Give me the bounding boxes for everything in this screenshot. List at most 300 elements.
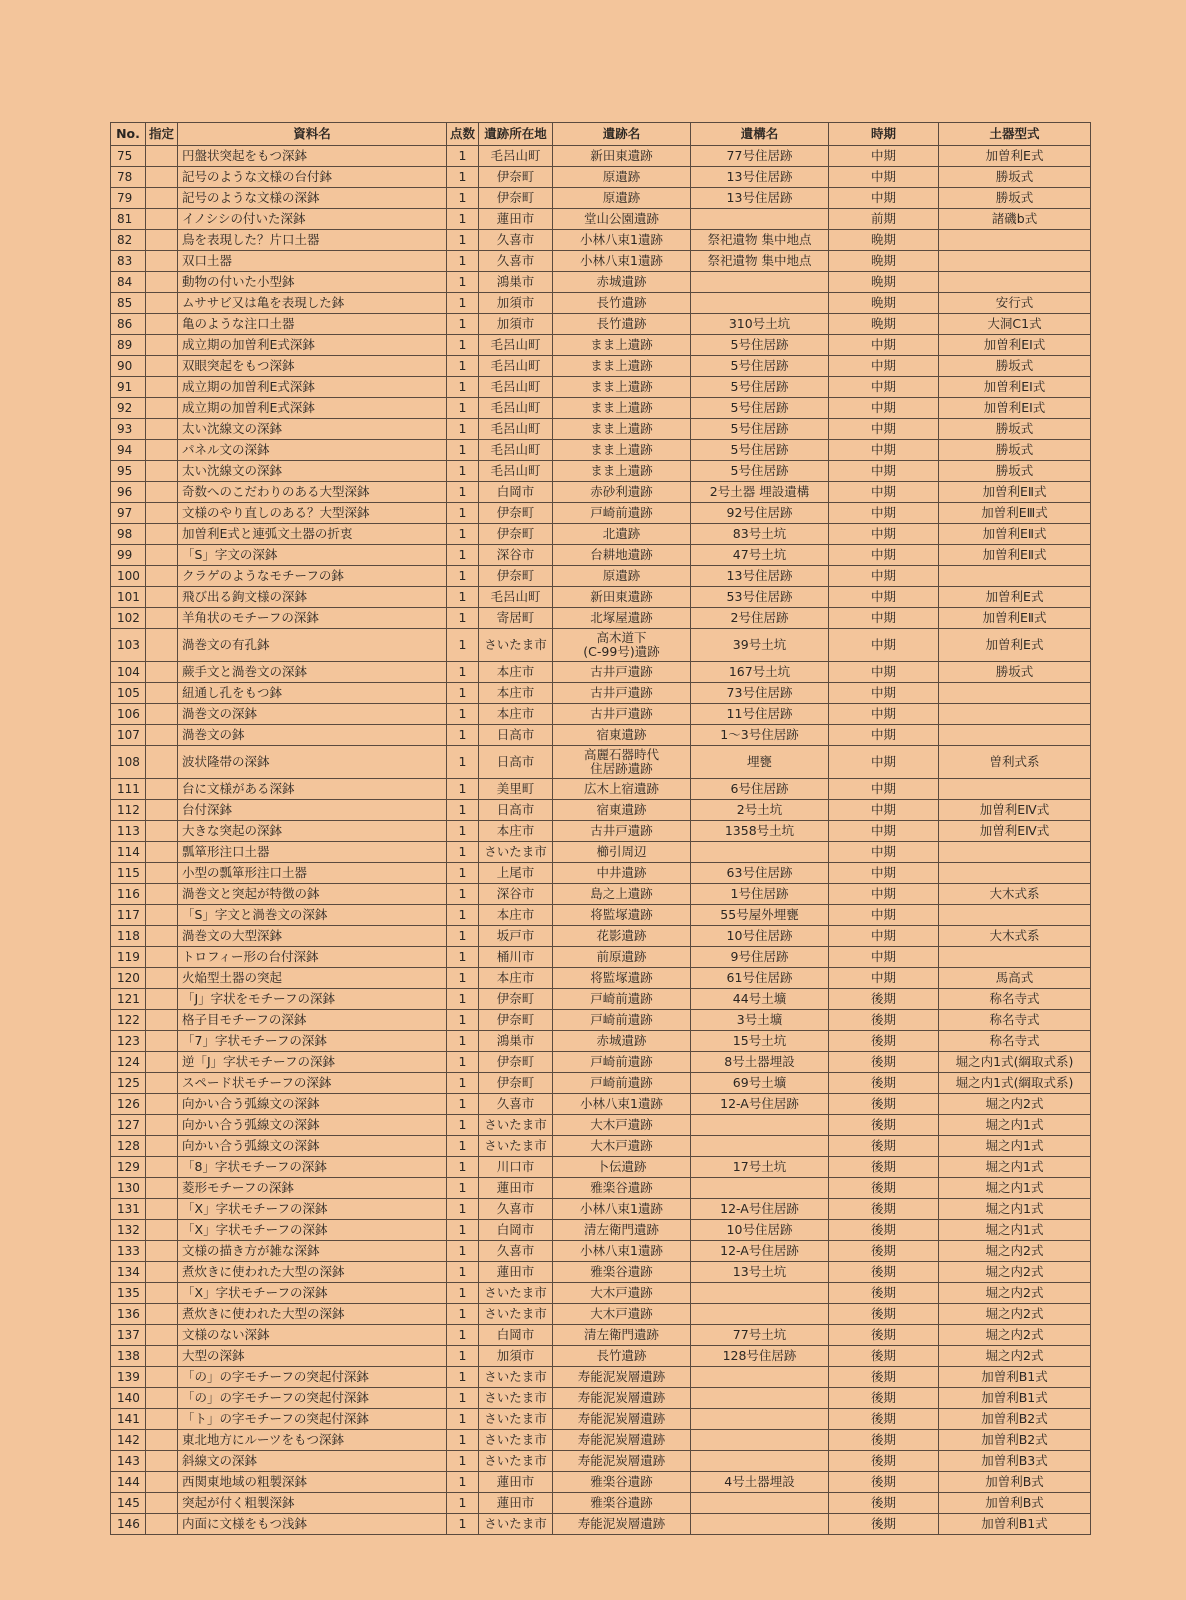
header-period: 時期	[829, 123, 939, 146]
col-site-name-cell: まま上遺跡	[553, 440, 691, 461]
col-no-cell: 139	[111, 1367, 146, 1388]
col-feature-name-cell: 39号土坑	[691, 629, 829, 662]
col-period-cell: 中期	[829, 863, 939, 884]
col-feature-name-cell: 5号住居跡	[691, 335, 829, 356]
col-no-cell: 140	[111, 1388, 146, 1409]
col-material-name-cell: 向かい合う弧線文の深鉢	[178, 1094, 447, 1115]
col-site-location-cell: 白岡市	[479, 1325, 553, 1346]
col-feature-name-cell: 77号住居跡	[691, 146, 829, 167]
col-feature-name-cell	[691, 1115, 829, 1136]
table-row	[111, 398, 1091, 419]
col-no-cell: 137	[111, 1325, 146, 1346]
col-site-location-cell: さいたま市	[479, 1283, 553, 1304]
col-material-name-cell: 「S」字文と渦巻文の深鉢	[178, 905, 447, 926]
col-site-location-cell: 伊奈町	[479, 1052, 553, 1073]
col-period-cell: 中期	[829, 482, 939, 503]
col-period-cell: 後期	[829, 1346, 939, 1367]
col-site-name-cell: 将監塚遺跡	[553, 905, 691, 926]
col-pottery-type-cell: 加曽利EⅠ式	[939, 398, 1091, 419]
col-feature-name-cell: 10号住居跡	[691, 926, 829, 947]
col-material-name-cell: クラゲのようなモチーフの鉢	[178, 566, 447, 587]
col-designation-cell	[146, 608, 178, 629]
col-pottery-type-cell: 加曽利EⅡ式	[939, 482, 1091, 503]
col-site-location-cell: 伊奈町	[479, 1010, 553, 1031]
table-row	[111, 989, 1091, 1010]
col-designation-cell	[146, 335, 178, 356]
col-count-cell: 1	[447, 1073, 479, 1094]
header-no: No.	[111, 123, 146, 146]
col-count-cell: 1	[447, 704, 479, 725]
col-material-name-cell: 文様のない深鉢	[178, 1325, 447, 1346]
table-row	[111, 926, 1091, 947]
col-feature-name-cell	[691, 1409, 829, 1430]
col-count-cell: 1	[447, 524, 479, 545]
col-designation-cell	[146, 1367, 178, 1388]
col-designation-cell	[146, 746, 178, 779]
table-row	[111, 725, 1091, 746]
table-row	[111, 1346, 1091, 1367]
col-count-cell: 1	[447, 167, 479, 188]
table-row	[111, 587, 1091, 608]
col-no-cell: 134	[111, 1262, 146, 1283]
table-row	[111, 821, 1091, 842]
col-site-name-cell: 赤砂利遺跡	[553, 482, 691, 503]
col-feature-name-cell	[691, 1388, 829, 1409]
col-no-cell: 136	[111, 1304, 146, 1325]
table-row	[111, 146, 1091, 167]
col-count-cell: 1	[447, 146, 479, 167]
col-designation-cell	[146, 209, 178, 230]
col-feature-name-cell	[691, 272, 829, 293]
col-pottery-type-cell	[939, 779, 1091, 800]
col-count-cell: 1	[447, 1472, 479, 1493]
col-site-name-cell: 雅楽谷遺跡	[553, 1472, 691, 1493]
col-no-cell: 95	[111, 461, 146, 482]
col-material-name-cell: 奇数へのこだわりのある大型深鉢	[178, 482, 447, 503]
col-site-location-cell: 久喜市	[479, 1199, 553, 1220]
col-no-cell: 81	[111, 209, 146, 230]
col-site-name-cell: 台耕地遺跡	[553, 545, 691, 566]
col-no-cell: 114	[111, 842, 146, 863]
col-site-name-cell: 長竹遺跡	[553, 293, 691, 314]
col-site-location-cell: さいたま市	[479, 1514, 553, 1535]
table-header-row	[111, 123, 1091, 146]
col-period-cell: 中期	[829, 461, 939, 482]
col-feature-name-cell: 47号土坑	[691, 545, 829, 566]
col-count-cell: 1	[447, 683, 479, 704]
col-feature-name-cell: 15号土坑	[691, 1031, 829, 1052]
col-feature-name-cell: 44号土壙	[691, 989, 829, 1010]
col-period-cell: 中期	[829, 440, 939, 461]
col-site-location-cell: 鴻巣市	[479, 272, 553, 293]
col-no-cell: 103	[111, 629, 146, 662]
col-designation-cell	[146, 1220, 178, 1241]
table-row	[111, 167, 1091, 188]
col-count-cell: 1	[447, 545, 479, 566]
col-material-name-cell: 渦巻文と突起が特徴の鉢	[178, 884, 447, 905]
col-designation-cell	[146, 1136, 178, 1157]
col-period-cell: 中期	[829, 821, 939, 842]
col-site-location-cell: さいたま市	[479, 1451, 553, 1472]
col-pottery-type-cell: 堀之内1式	[939, 1220, 1091, 1241]
col-feature-name-cell: 4号土器埋設	[691, 1472, 829, 1493]
col-site-name-cell: 将監塚遺跡	[553, 968, 691, 989]
col-period-cell: 中期	[829, 746, 939, 779]
col-period-cell: 後期	[829, 1283, 939, 1304]
col-feature-name-cell: 9号住居跡	[691, 947, 829, 968]
col-count-cell: 1	[447, 230, 479, 251]
col-material-name-cell: 西関東地域の粗製深鉢	[178, 1472, 447, 1493]
col-material-name-cell: 「X」字状モチーフの深鉢	[178, 1199, 447, 1220]
col-designation-cell	[146, 989, 178, 1010]
col-designation-cell	[146, 377, 178, 398]
header-pottery-type: 土器型式	[939, 123, 1091, 146]
col-no-cell: 102	[111, 608, 146, 629]
col-designation-cell	[146, 167, 178, 188]
col-designation-cell	[146, 461, 178, 482]
col-pottery-type-cell: 堀之内2式	[939, 1325, 1091, 1346]
col-designation-cell	[146, 1010, 178, 1031]
col-pottery-type-cell: 加曽利EⅡ式	[939, 545, 1091, 566]
table-row	[111, 482, 1091, 503]
col-site-name-cell: 櫛引周辺	[553, 842, 691, 863]
col-count-cell: 1	[447, 440, 479, 461]
col-period-cell: 中期	[829, 947, 939, 968]
table-row	[111, 1304, 1091, 1325]
col-period-cell: 後期	[829, 1094, 939, 1115]
col-no-cell: 84	[111, 272, 146, 293]
col-no-cell: 127	[111, 1115, 146, 1136]
col-feature-name-cell: 128号住居跡	[691, 1346, 829, 1367]
col-pottery-type-cell: 堀之内2式	[939, 1094, 1091, 1115]
header-feature-name: 遺構名	[691, 123, 829, 146]
col-site-name-cell: まま上遺跡	[553, 398, 691, 419]
col-pottery-type-cell	[939, 704, 1091, 725]
col-designation-cell	[146, 779, 178, 800]
col-material-name-cell: 「の」の字モチーフの突起付深鉢	[178, 1367, 447, 1388]
col-feature-name-cell: 12-A号住居跡	[691, 1094, 829, 1115]
col-material-name-cell: スペード状モチーフの深鉢	[178, 1073, 447, 1094]
col-period-cell: 後期	[829, 1304, 939, 1325]
col-site-name-cell: まま上遺跡	[553, 377, 691, 398]
col-designation-cell	[146, 842, 178, 863]
col-pottery-type-cell: 大木式系	[939, 884, 1091, 905]
table-row	[111, 335, 1091, 356]
col-material-name-cell: 煮炊きに使われた大型の深鉢	[178, 1304, 447, 1325]
col-no-cell: 128	[111, 1136, 146, 1157]
col-site-location-cell: 蓮田市	[479, 209, 553, 230]
col-feature-name-cell: 8号土器埋設	[691, 1052, 829, 1073]
col-designation-cell	[146, 419, 178, 440]
col-count-cell: 1	[447, 461, 479, 482]
table-row	[111, 1157, 1091, 1178]
col-count-cell: 1	[447, 1010, 479, 1031]
col-site-name-cell: 小林八束1遺跡	[553, 1199, 691, 1220]
col-material-name-cell: 動物の付いた小型鉢	[178, 272, 447, 293]
col-period-cell: 中期	[829, 905, 939, 926]
artifact-list-table	[110, 122, 1091, 1535]
col-no-cell: 112	[111, 800, 146, 821]
col-period-cell: 前期	[829, 209, 939, 230]
col-period-cell: 中期	[829, 704, 939, 725]
col-material-name-cell: 「ト」の字モチーフの突起付深鉢	[178, 1409, 447, 1430]
table-row	[111, 1115, 1091, 1136]
col-pottery-type-cell	[939, 683, 1091, 704]
table-row	[111, 1388, 1091, 1409]
col-material-name-cell: 大きな突起の深鉢	[178, 821, 447, 842]
col-count-cell: 1	[447, 1115, 479, 1136]
col-site-location-cell: 白岡市	[479, 1220, 553, 1241]
col-feature-name-cell: 5号住居跡	[691, 419, 829, 440]
col-designation-cell	[146, 398, 178, 419]
col-pottery-type-cell: 加曽利EⅣ式	[939, 821, 1091, 842]
col-designation-cell	[146, 1346, 178, 1367]
table-row	[111, 1430, 1091, 1451]
col-no-cell: 91	[111, 377, 146, 398]
col-period-cell: 晩期	[829, 230, 939, 251]
col-designation-cell	[146, 1157, 178, 1178]
col-count-cell: 1	[447, 587, 479, 608]
col-no-cell: 135	[111, 1283, 146, 1304]
col-no-cell: 141	[111, 1409, 146, 1430]
col-no-cell: 126	[111, 1094, 146, 1115]
col-designation-cell	[146, 146, 178, 167]
col-period-cell: 中期	[829, 926, 939, 947]
col-designation-cell	[146, 968, 178, 989]
col-site-name-cell: 赤城遺跡	[553, 272, 691, 293]
col-period-cell: 晩期	[829, 251, 939, 272]
col-site-name-cell: まま上遺跡	[553, 419, 691, 440]
col-pottery-type-cell	[939, 905, 1091, 926]
col-site-location-cell: 寄居町	[479, 608, 553, 629]
col-site-location-cell: 伊奈町	[479, 989, 553, 1010]
col-pottery-type-cell: 称名寺式	[939, 989, 1091, 1010]
col-designation-cell	[146, 926, 178, 947]
col-designation-cell	[146, 1241, 178, 1262]
col-designation-cell	[146, 725, 178, 746]
col-feature-name-cell: 5号住居跡	[691, 377, 829, 398]
table-row	[111, 1451, 1091, 1472]
col-count-cell: 1	[447, 272, 479, 293]
col-count-cell: 1	[447, 1430, 479, 1451]
col-no-cell: 97	[111, 503, 146, 524]
col-period-cell: 後期	[829, 1241, 939, 1262]
col-pottery-type-cell: 加曽利B1式	[939, 1367, 1091, 1388]
col-period-cell: 後期	[829, 1178, 939, 1199]
col-period-cell: 中期	[829, 725, 939, 746]
col-no-cell: 113	[111, 821, 146, 842]
col-feature-name-cell: 310号土坑	[691, 314, 829, 335]
col-period-cell: 後期	[829, 1136, 939, 1157]
col-no-cell: 100	[111, 566, 146, 587]
col-no-cell: 123	[111, 1031, 146, 1052]
col-period-cell: 後期	[829, 1325, 939, 1346]
col-site-name-cell: 新田東遺跡	[553, 146, 691, 167]
table-row	[111, 419, 1091, 440]
col-site-name-cell: 新田東遺跡	[553, 587, 691, 608]
col-feature-name-cell: 5号住居跡	[691, 461, 829, 482]
col-site-location-cell: 美里町	[479, 779, 553, 800]
col-count-cell: 1	[447, 1304, 479, 1325]
col-site-location-cell: 毛呂山町	[479, 146, 553, 167]
col-site-name-cell: 北遺跡	[553, 524, 691, 545]
col-count-cell: 1	[447, 926, 479, 947]
table-row	[111, 863, 1091, 884]
col-designation-cell	[146, 524, 178, 545]
col-designation-cell	[146, 704, 178, 725]
col-site-location-cell: 毛呂山町	[479, 356, 553, 377]
col-site-name-cell: 堂山公園遺跡	[553, 209, 691, 230]
col-count-cell: 1	[447, 989, 479, 1010]
col-period-cell: 晩期	[829, 272, 939, 293]
col-pottery-type-cell: 加曽利E式	[939, 629, 1091, 662]
table-row	[111, 1094, 1091, 1115]
col-no-cell: 108	[111, 746, 146, 779]
col-site-name-cell: まま上遺跡	[553, 356, 691, 377]
col-period-cell: 中期	[829, 377, 939, 398]
col-site-name-cell: 北塚屋遺跡	[553, 608, 691, 629]
col-count-cell: 1	[447, 608, 479, 629]
col-material-name-cell: 火焔型土器の突起	[178, 968, 447, 989]
col-period-cell: 中期	[829, 629, 939, 662]
col-site-location-cell: 伊奈町	[479, 566, 553, 587]
col-site-location-cell: 白岡市	[479, 482, 553, 503]
table-row	[111, 1220, 1091, 1241]
col-count-cell: 1	[447, 662, 479, 683]
col-no-cell: 120	[111, 968, 146, 989]
table-row	[111, 1472, 1091, 1493]
col-site-name-cell: 大木戸遺跡	[553, 1115, 691, 1136]
table-row	[111, 662, 1091, 683]
table-row	[111, 1199, 1091, 1220]
col-material-name-cell: 記号のような文様の深鉢	[178, 188, 447, 209]
col-period-cell: 後期	[829, 1493, 939, 1514]
col-no-cell: 145	[111, 1493, 146, 1514]
col-pottery-type-cell: 加曽利EⅡ式	[939, 608, 1091, 629]
col-site-name-cell: 雅楽谷遺跡	[553, 1493, 691, 1514]
col-material-name-cell: 煮炊きに使われた大型の深鉢	[178, 1262, 447, 1283]
col-site-location-cell: 伊奈町	[479, 524, 553, 545]
col-site-name-cell: 高木道下 (C-99号)遺跡	[553, 629, 691, 662]
col-feature-name-cell: 5号住居跡	[691, 440, 829, 461]
col-pottery-type-cell: 加曽利EⅠ式	[939, 335, 1091, 356]
col-no-cell: 89	[111, 335, 146, 356]
col-pottery-type-cell: 加曽利E式	[939, 146, 1091, 167]
col-feature-name-cell: 167号土坑	[691, 662, 829, 683]
col-designation-cell	[146, 947, 178, 968]
col-designation-cell	[146, 821, 178, 842]
col-period-cell: 中期	[829, 188, 939, 209]
col-site-location-cell: 日高市	[479, 746, 553, 779]
col-pottery-type-cell	[939, 272, 1091, 293]
col-period-cell: 後期	[829, 1052, 939, 1073]
col-pottery-type-cell: 加曽利B2式	[939, 1430, 1091, 1451]
col-feature-name-cell: 5号住居跡	[691, 356, 829, 377]
col-site-location-cell: 川口市	[479, 1157, 553, 1178]
col-site-location-cell: 毛呂山町	[479, 440, 553, 461]
table-row	[111, 524, 1091, 545]
col-site-location-cell: 蓮田市	[479, 1493, 553, 1514]
col-site-location-cell: 加須市	[479, 293, 553, 314]
col-site-location-cell: さいたま市	[479, 629, 553, 662]
col-no-cell: 111	[111, 779, 146, 800]
col-site-location-cell: 本庄市	[479, 683, 553, 704]
table-row	[111, 503, 1091, 524]
col-count-cell: 1	[447, 1409, 479, 1430]
col-site-location-cell: 毛呂山町	[479, 398, 553, 419]
col-no-cell: 130	[111, 1178, 146, 1199]
col-designation-cell	[146, 293, 178, 314]
col-material-name-cell: 記号のような文様の台付鉢	[178, 167, 447, 188]
col-period-cell: 中期	[829, 683, 939, 704]
col-pottery-type-cell: 称名寺式	[939, 1031, 1091, 1052]
col-site-name-cell: 戸崎前遺跡	[553, 989, 691, 1010]
col-pottery-type-cell: 堀之内1式(綱取式系)	[939, 1073, 1091, 1094]
col-pottery-type-cell: 堀之内1式	[939, 1199, 1091, 1220]
col-period-cell: 中期	[829, 398, 939, 419]
col-site-name-cell: 古井戸遺跡	[553, 704, 691, 725]
col-feature-name-cell	[691, 293, 829, 314]
col-no-cell: 117	[111, 905, 146, 926]
col-site-location-cell: 伊奈町	[479, 188, 553, 209]
col-material-name-cell: 加曽利E式と連弧文土器の折衷	[178, 524, 447, 545]
table-row	[111, 608, 1091, 629]
col-feature-name-cell: 73号住居跡	[691, 683, 829, 704]
col-count-cell: 1	[447, 356, 479, 377]
col-count-cell: 1	[447, 293, 479, 314]
col-feature-name-cell: 6号住居跡	[691, 779, 829, 800]
col-designation-cell	[146, 1052, 178, 1073]
col-no-cell: 116	[111, 884, 146, 905]
table-row	[111, 905, 1091, 926]
col-site-location-cell: 坂戸市	[479, 926, 553, 947]
col-period-cell: 後期	[829, 1010, 939, 1031]
col-period-cell: 中期	[829, 419, 939, 440]
col-feature-name-cell	[691, 842, 829, 863]
table-body	[111, 146, 1091, 1535]
col-no-cell: 121	[111, 989, 146, 1010]
col-pottery-type-cell: 勝坂式	[939, 167, 1091, 188]
col-site-name-cell: 長竹遺跡	[553, 1346, 691, 1367]
col-pottery-type-cell: 勝坂式	[939, 440, 1091, 461]
col-site-location-cell: さいたま市	[479, 1136, 553, 1157]
col-material-name-cell: 「8」字状モチーフの深鉢	[178, 1157, 447, 1178]
col-count-cell: 1	[447, 398, 479, 419]
col-period-cell: 中期	[829, 566, 939, 587]
col-pottery-type-cell: 加曽利B3式	[939, 1451, 1091, 1472]
col-material-name-cell: 渦巻文の深鉢	[178, 704, 447, 725]
col-no-cell: 92	[111, 398, 146, 419]
col-feature-name-cell: 3号土壙	[691, 1010, 829, 1031]
col-feature-name-cell	[691, 1178, 829, 1199]
header-material-name: 資料名	[178, 123, 447, 146]
col-period-cell: 後期	[829, 1472, 939, 1493]
col-site-name-cell: 小林八束1遺跡	[553, 1094, 691, 1115]
col-period-cell: 後期	[829, 1409, 939, 1430]
col-designation-cell	[146, 1388, 178, 1409]
col-feature-name-cell: 10号住居跡	[691, 1220, 829, 1241]
col-material-name-cell: 格子目モチーフの深鉢	[178, 1010, 447, 1031]
col-pottery-type-cell: 堀之内1式(綱取式系)	[939, 1052, 1091, 1073]
col-designation-cell	[146, 863, 178, 884]
col-site-location-cell: 久喜市	[479, 1094, 553, 1115]
col-count-cell: 1	[447, 1178, 479, 1199]
col-site-name-cell: まま上遺跡	[553, 461, 691, 482]
col-feature-name-cell: 83号土坑	[691, 524, 829, 545]
col-site-name-cell: 清左衛門遺跡	[553, 1325, 691, 1346]
col-period-cell: 後期	[829, 1220, 939, 1241]
col-pottery-type-cell: 勝坂式	[939, 188, 1091, 209]
